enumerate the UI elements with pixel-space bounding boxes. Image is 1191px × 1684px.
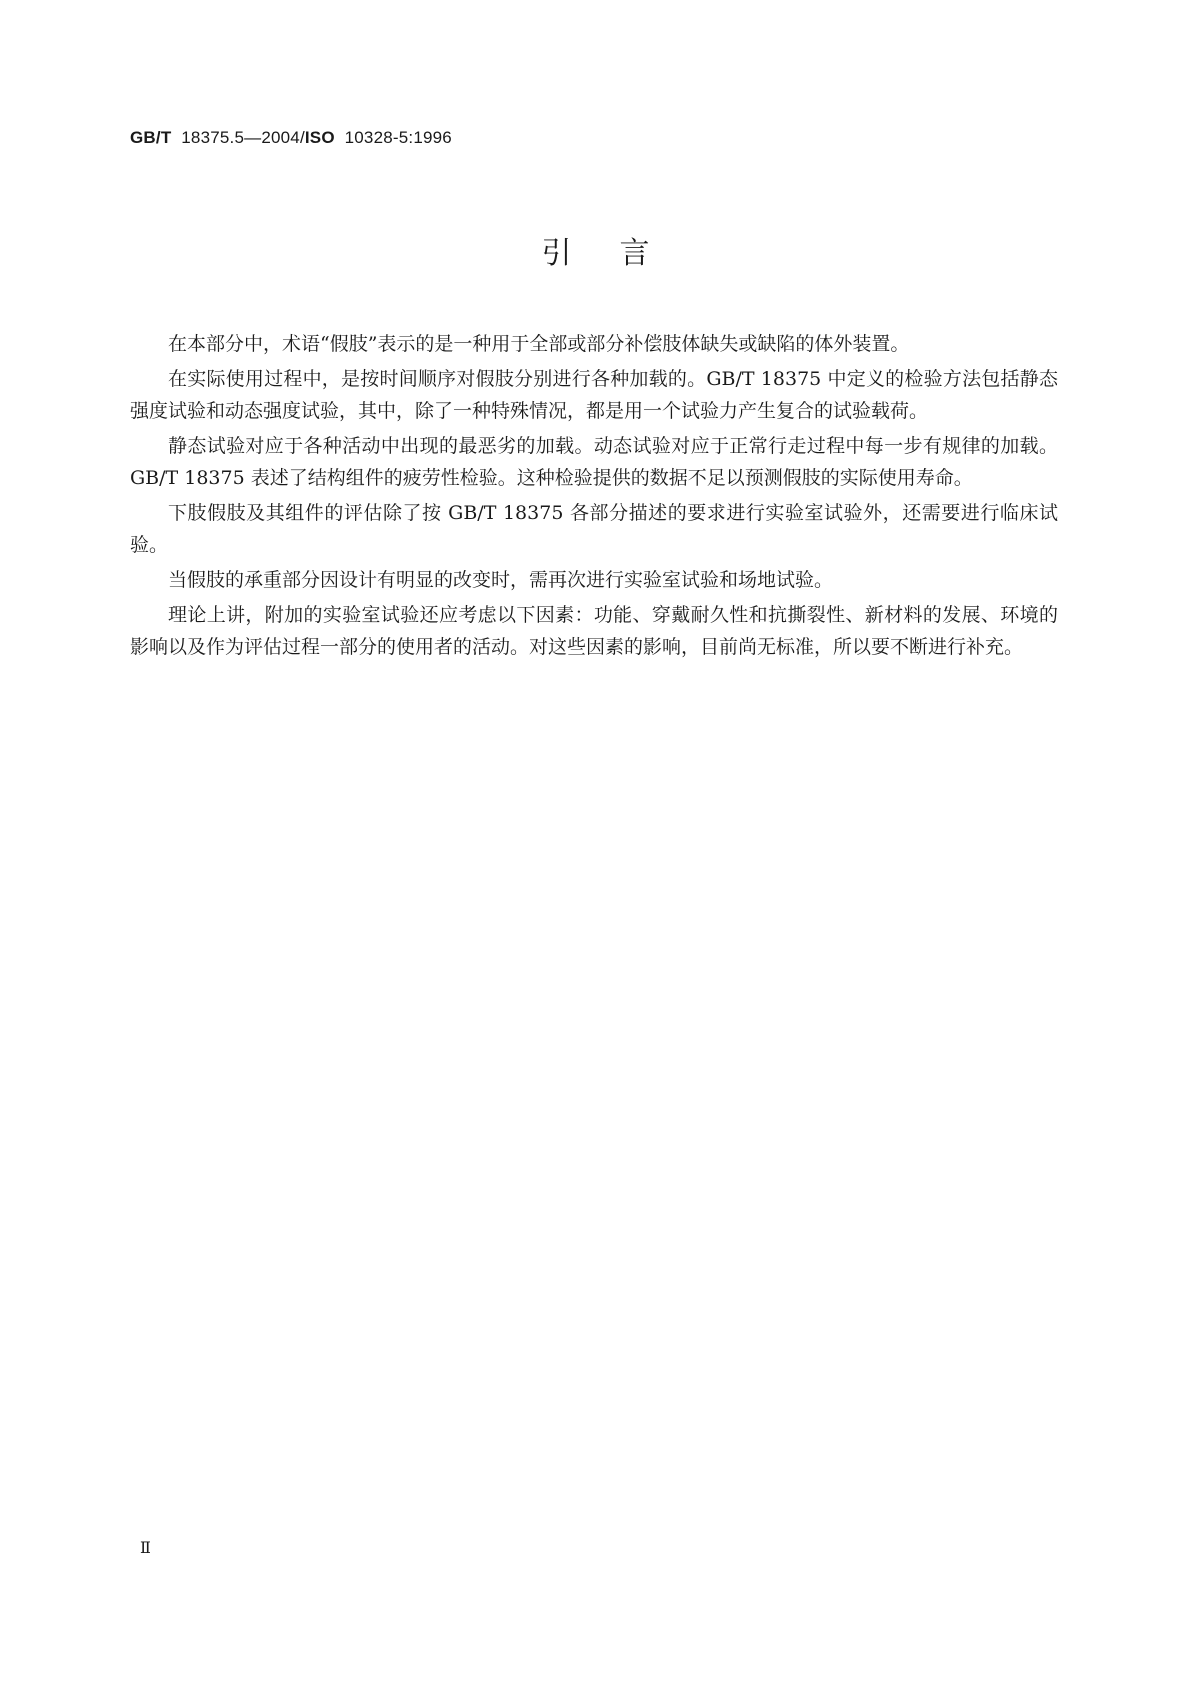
iso-number: 10328-5:1996 [344, 128, 452, 147]
paragraph: 下肢假肢及其组件的评估除了按 GB/T 18375 各部分描述的要求进行实验室试验外，还需要进行临床试验。 [130, 502, 1058, 556]
document-header [130, 128, 452, 148]
paragraph: 在实际使用过程中，是按时间顺序对假肢分别进行各种加载的。GB/T 18375 中定义的检验方法包括静态强度试验和动态强度试验，其中，除了一种特殊情况，都是用一个试验力产生复合的试验载荷。 [130, 368, 1058, 422]
page-title: 引言 [541, 236, 698, 271]
iso-prefix: ISO [304, 128, 335, 147]
standard-prefix: GB/T [130, 128, 172, 147]
standard-number: 18375.5—2004/ [181, 128, 305, 147]
introduction-body [130, 328, 1058, 666]
paragraph: 当假肢的承重部分因设计有明显的改变时，需再次进行实验室试验和场地试验。 [168, 569, 834, 591]
paragraph: 静态试验对应于各种活动中出现的最恶劣的加载。动态试验对应于正常行走过程中每一步有规律的加载。GB/T 18375 表述了结构组件的疲劳性检验。这种检验提供的数据不足以预测假肢的实际使用寿命。 [130, 435, 1058, 489]
page-number: Ⅱ [140, 1538, 151, 1557]
paragraph: 在本部分中，术语“假肢”表示的是一种用于全部或部分补偿肢体缺失或缺陷的体外装置。 [168, 333, 910, 355]
paragraph: 理论上讲，附加的实验室试验还应考虑以下因素：功能、穿戴耐久性和抗撕裂性、新材料的发展、环境的影响以及作为评估过程一部分的使用者的活动。对这些因素的影响，目前尚无标准，所以要不断进行补充。 [130, 604, 1058, 658]
